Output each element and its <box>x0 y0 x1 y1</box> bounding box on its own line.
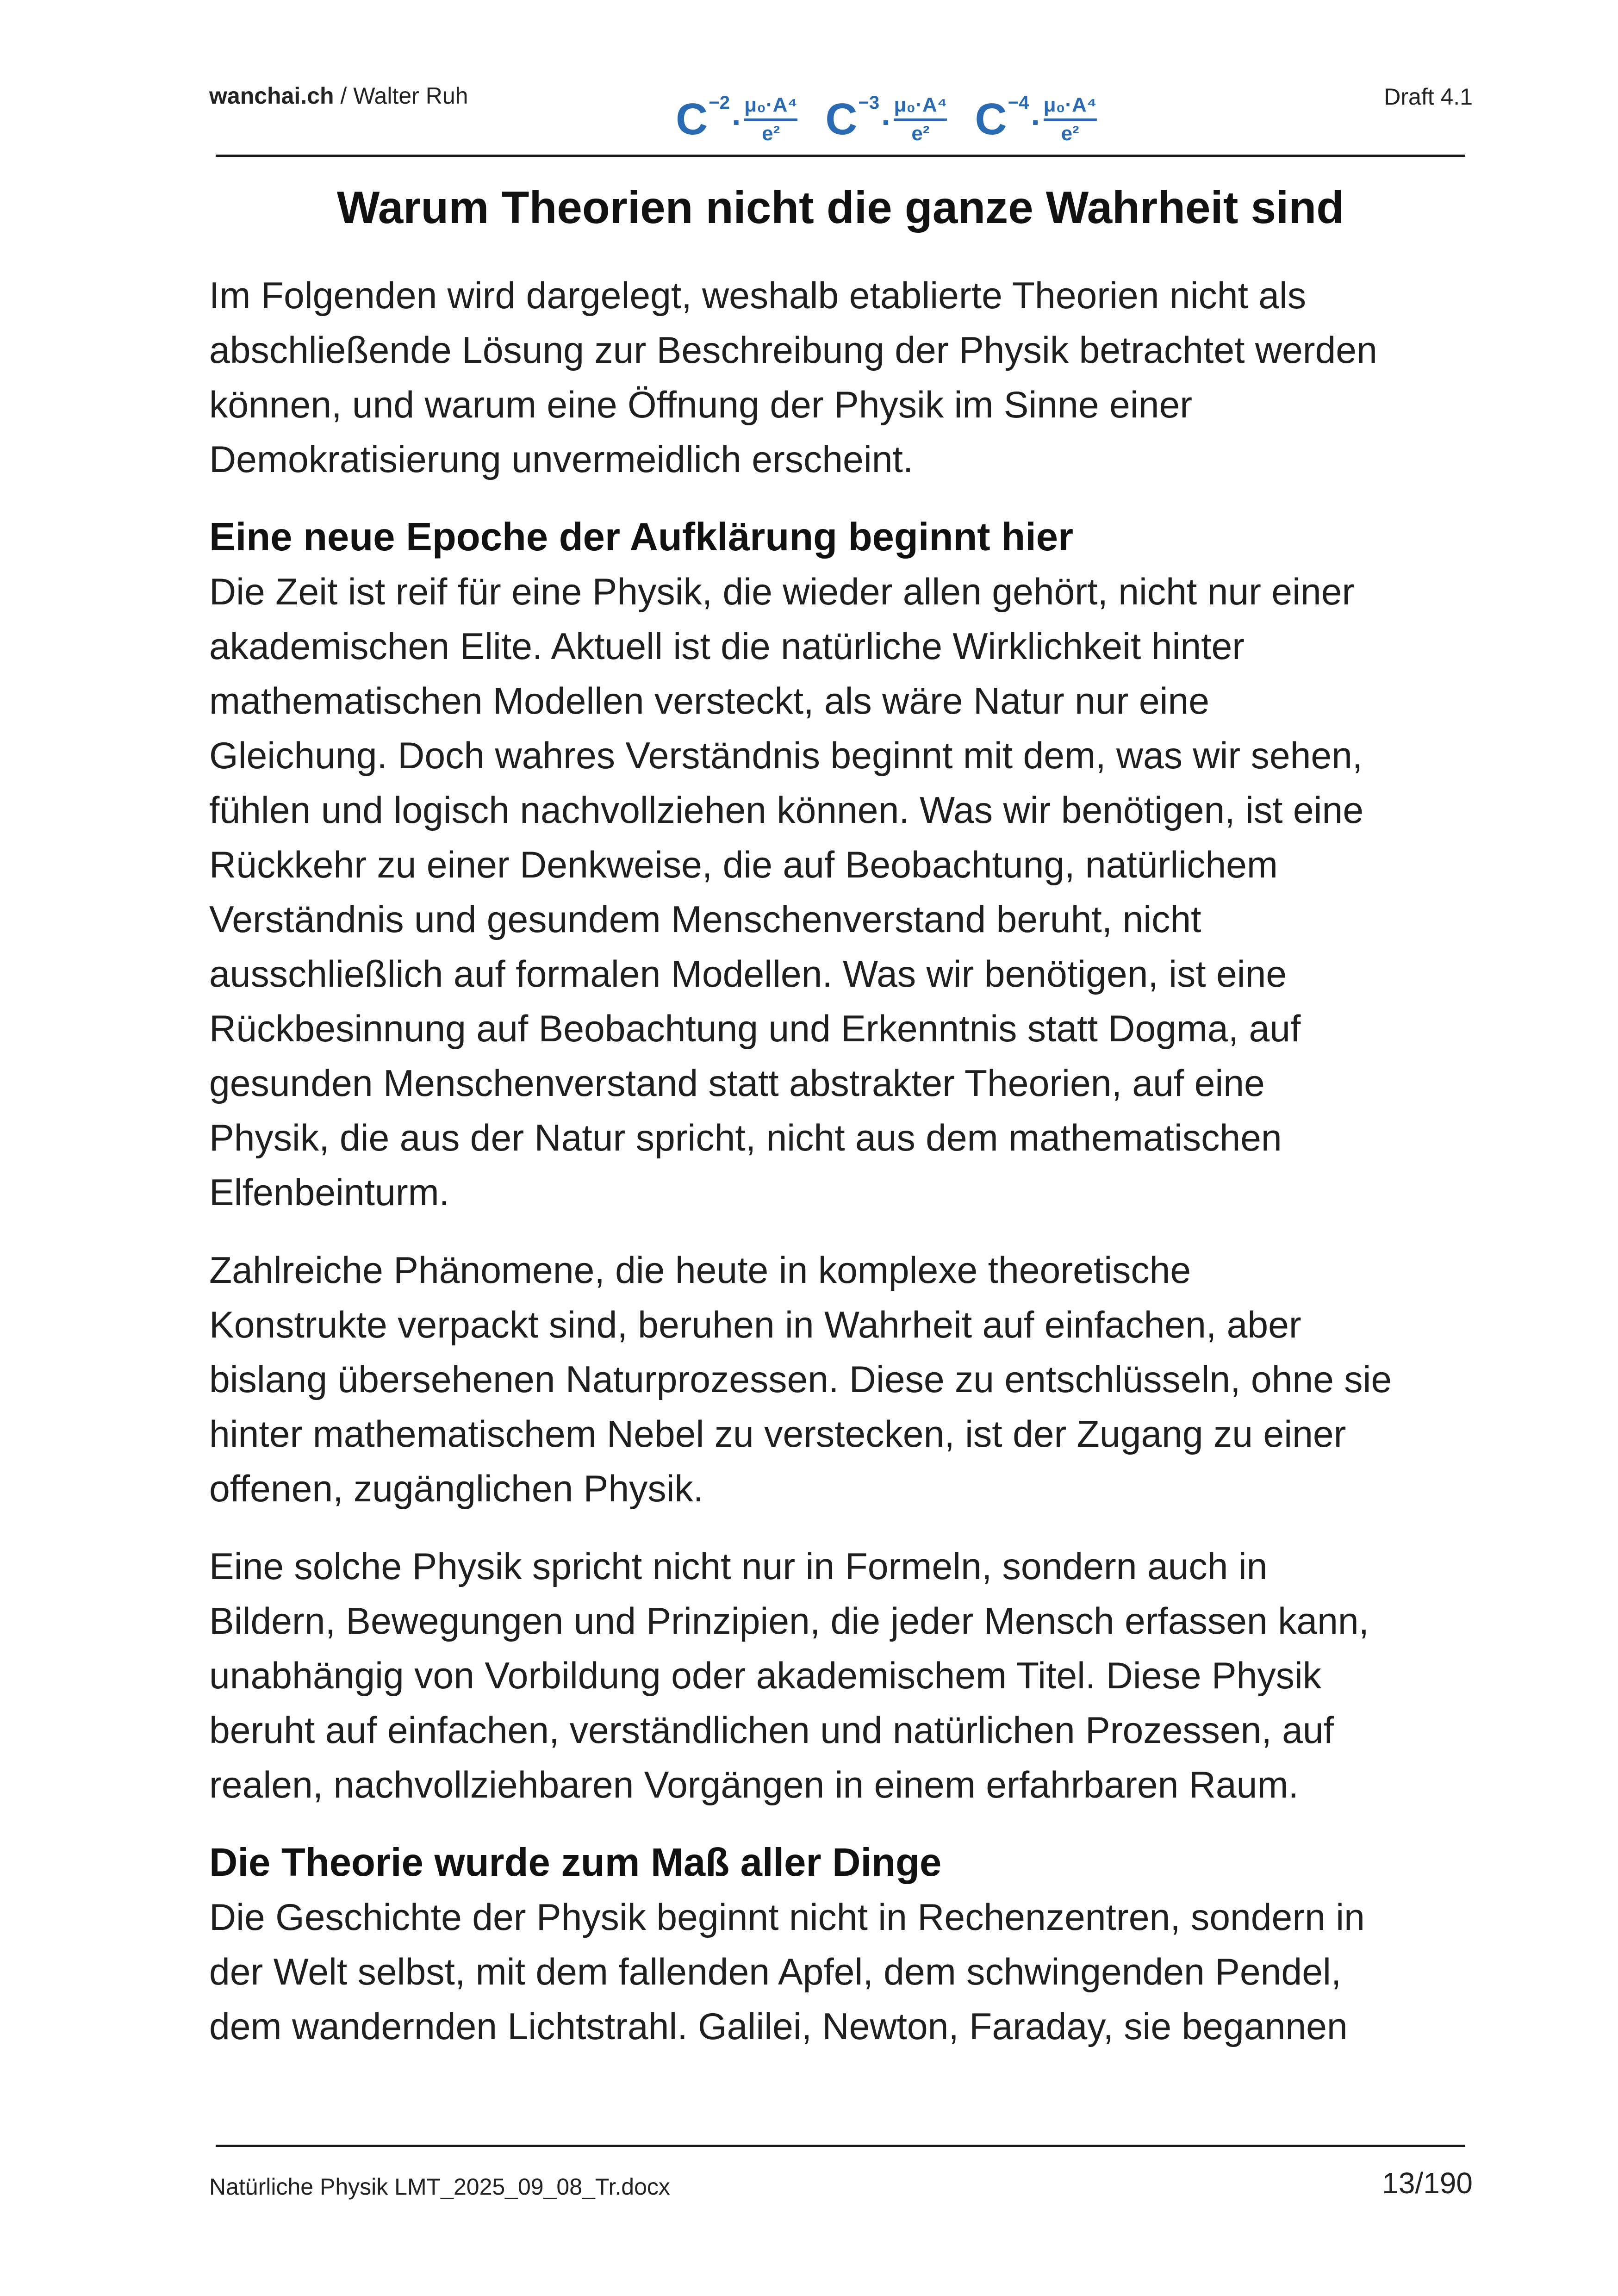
body-paragraph <box>209 1243 1487 1516</box>
text-line: beruht auf einfachen, verständlichen und natürlichen Prozessen, auf <box>209 1710 1334 1751</box>
text-line: realen, nachvollziehbaren Vorgängen in einem erfahrbaren Raum. <box>209 1764 1299 1806</box>
body-paragraph <box>209 565 1487 1220</box>
fraction-bar <box>1044 118 1097 121</box>
formula-exponent: −4 <box>1008 92 1029 113</box>
header-author-line <box>209 82 468 109</box>
text-line: hinter mathematischem Nebel zu verstecken, ist der Zugang zu einer <box>209 1413 1346 1455</box>
text-line: akademischen Elite. Aktuell ist die natürliche Wirklichkeit hinter <box>209 626 1245 667</box>
formula-logo <box>676 82 1097 156</box>
footer-filename: Natürliche Physik LMT_2025_09_08_Tr.docx <box>209 2174 670 2200</box>
text-line: Bildern, Bewegungen und Prinzipien, die jeder Mensch erfassen kann, <box>209 1600 1369 1642</box>
text-line: Rückbesinnung auf Beobachtung und Erkenntnis statt Dogma, auf <box>209 1008 1301 1050</box>
fraction-bar <box>894 118 947 121</box>
section-heading: Eine neue Epoche der Aufklärung beginnt hier <box>209 515 1074 559</box>
formula-term-1 <box>676 94 797 145</box>
formula-denominator: e² <box>911 122 930 145</box>
text-line: Konstrukte verpackt sind, beruhen in Wahrheit auf einfachen, aber <box>209 1304 1301 1346</box>
formula-numerator: μ₀·A⁴ <box>744 93 798 117</box>
text-line: gesunden Menschenverstand statt abstrakter Theorien, auf eine <box>209 1063 1265 1104</box>
draft-label: Draft 4.1 <box>1384 84 1473 110</box>
formula-exponent: −3 <box>858 92 880 113</box>
formula-fraction <box>744 94 797 145</box>
formula-numerator: μ₀·A⁴ <box>1043 93 1097 117</box>
section-heading: Die Theorie wurde zum Maß aller Dinge <box>209 1841 942 1885</box>
formula-fraction <box>894 94 947 145</box>
text-line: Gleichung. Doch wahres Verständnis beginnt mit dem, was wir sehen, <box>209 735 1363 777</box>
text-line: Demokratisierung unvermeidlich erscheint. <box>209 439 914 480</box>
formula-fraction <box>1044 94 1097 145</box>
text-line: dem wandernden Lichtstrahl. Galilei, Newton, Faraday, sie begannen <box>209 2006 1348 2047</box>
header-separator: / <box>334 83 354 109</box>
formula-base: C <box>975 94 1007 144</box>
formula-dot: · <box>1031 104 1042 140</box>
fraction-bar <box>744 118 797 121</box>
formula-dot: · <box>881 104 892 140</box>
text-line: Zahlreiche Phänomene, die heute in komplexe theoretische <box>209 1250 1191 1291</box>
text-line: Die Geschichte der Physik beginnt nicht in Rechenzentren, sondern in <box>209 1897 1365 1938</box>
text-line: Rückkehr zu einer Denkweise, die auf Beobachtung, natürlichem <box>209 844 1278 886</box>
text-line: können, und warum eine Öffnung der Physik im Sinne einer <box>209 384 1193 426</box>
page-number: 13/190 <box>1382 2166 1473 2200</box>
text-line: Die Zeit ist reif für eine Physik, die wieder allen gehört, nicht nur einer <box>209 571 1355 613</box>
text-line: der Welt selbst, mit dem fallenden Apfel, dem schwingenden Pendel, <box>209 1951 1342 1993</box>
footer-divider <box>216 2145 1465 2147</box>
text-line: Verständnis und gesundem Menschenverstand beruht, nicht <box>209 899 1201 940</box>
text-line: Eine solche Physik spricht nicht nur in Formeln, sondern auch in <box>209 1546 1268 1587</box>
formula-term-2 <box>825 94 947 145</box>
formula-denominator: e² <box>762 122 780 145</box>
author-name: Walter Ruh <box>353 83 468 109</box>
text-line: fühlen und logisch nachvollziehen können. Was wir benötigen, ist eine <box>209 790 1364 831</box>
intro-paragraph <box>209 268 1487 487</box>
formula-numerator: μ₀·A⁴ <box>894 93 947 117</box>
text-line: mathematischen Modellen versteckt, als wäre Natur nur eine <box>209 680 1210 722</box>
text-line: Physik, die aus der Natur spricht, nicht aus dem mathematischen <box>209 1117 1282 1159</box>
formula-base: C <box>676 94 708 144</box>
text-line: ausschließlich auf formalen Modellen. Was wir benötigen, ist eine <box>209 953 1287 995</box>
page-title: Warum Theorien nicht die ganze Wahrheit sind <box>336 182 1344 233</box>
body-paragraph <box>209 1539 1487 1812</box>
text-line: Elfenbeinturm. <box>209 1172 450 1213</box>
formula-exponent: −2 <box>709 92 730 113</box>
text-line: Im Folgenden wird dargelegt, weshalb etablierte Theorien nicht als <box>209 275 1307 317</box>
header-divider <box>216 155 1465 157</box>
text-line: unabhängig von Vorbildung oder akademischem Titel. Diese Physik <box>209 1655 1322 1697</box>
document-body <box>209 268 1487 2054</box>
text-line: offenen, zugänglichen Physik. <box>209 1468 704 1510</box>
formula-base: C <box>825 94 858 144</box>
formula-term-3 <box>975 94 1096 145</box>
formula-denominator: e² <box>1061 122 1079 145</box>
text-line: abschließende Lösung zur Beschreibung der Physik betrachtet werden <box>209 330 1377 371</box>
body-paragraph <box>209 1890 1487 2054</box>
formula-dot: · <box>731 104 743 140</box>
site-name: wanchai.ch <box>209 83 334 109</box>
text-line: bislang übersehenen Naturprozessen. Diese zu entschlüsseln, ohne sie <box>209 1359 1392 1400</box>
